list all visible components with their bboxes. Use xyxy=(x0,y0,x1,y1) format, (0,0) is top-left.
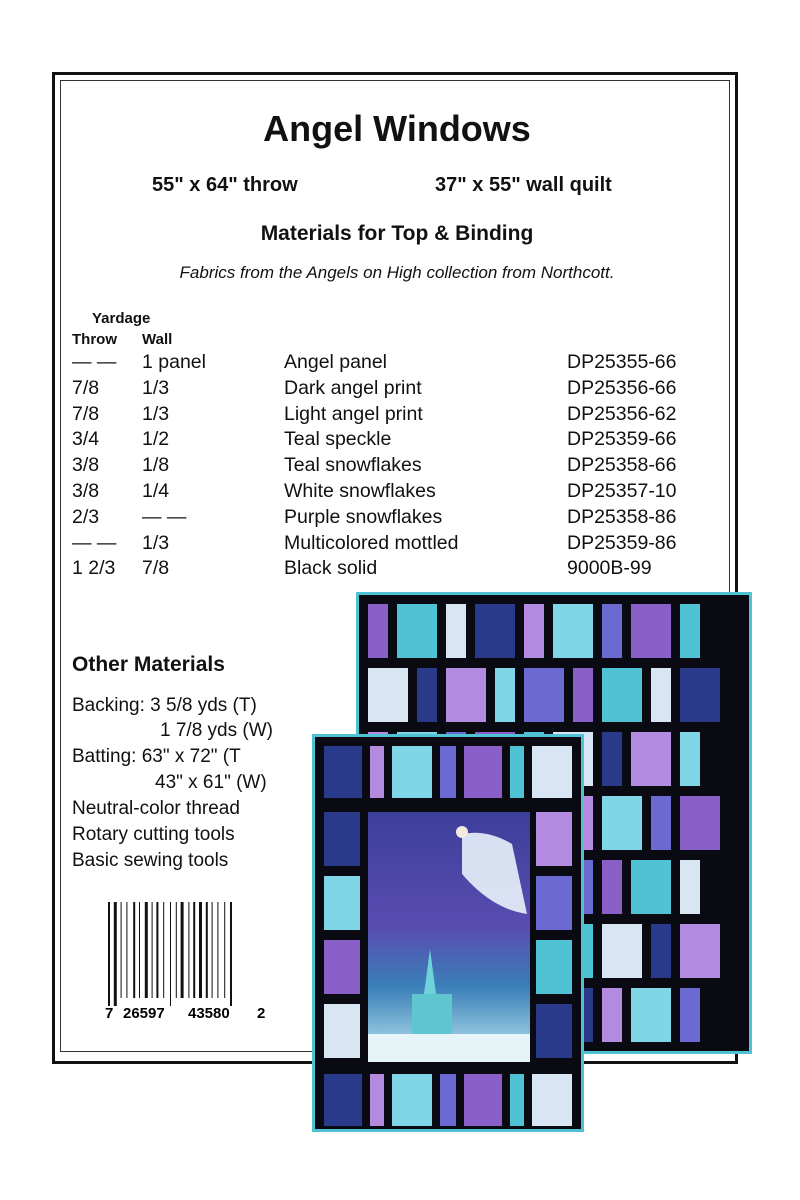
barcode-bar xyxy=(152,902,153,998)
fabric-block xyxy=(536,1004,572,1058)
fabric-block xyxy=(680,988,700,1042)
fabric-sku: DP25356-66 xyxy=(567,376,677,399)
fabric-sku: DP25355-66 xyxy=(567,351,677,373)
table-row xyxy=(72,532,712,558)
wall-yardage: 1/2 xyxy=(142,428,170,451)
fabric-block xyxy=(440,746,456,798)
barcode xyxy=(100,900,270,1025)
fabric-block xyxy=(680,796,720,850)
fabric-name: Teal snowflakes xyxy=(284,454,422,477)
barcode-bar xyxy=(108,902,110,1006)
fabric-block xyxy=(446,668,486,722)
barcode-digit-check: 2 xyxy=(257,1005,266,1022)
fabric-block xyxy=(524,668,564,722)
throw-yardage: 3/8 xyxy=(72,480,100,502)
barcode-bar xyxy=(163,902,164,998)
throw-yardage: 3/4 xyxy=(72,428,100,451)
fabric-block xyxy=(324,1004,360,1058)
throw-yardage: 1 2/3 xyxy=(72,557,116,580)
fabric-sku: 9000B-99 xyxy=(567,557,652,580)
wall-yardage: 1/3 xyxy=(142,376,170,399)
throw-yardage: — — xyxy=(72,351,117,373)
table-row xyxy=(72,480,712,506)
barcode-bar xyxy=(139,902,140,998)
fabric-name: Multicolored mottled xyxy=(284,531,459,554)
wall-yardage: 7/8 xyxy=(142,557,170,580)
table-row xyxy=(72,557,712,583)
barcode-bar xyxy=(176,902,177,998)
fabric-sku: DP25359-66 xyxy=(567,428,677,451)
fabric-block xyxy=(392,746,432,798)
fabric-block xyxy=(573,668,593,722)
fabric-name: Angel panel xyxy=(284,351,388,373)
barcode-digits-left: 26597 xyxy=(123,1005,165,1022)
fabric-block xyxy=(324,746,362,798)
other-material-line: Basic sewing tools xyxy=(72,850,229,871)
throw-yardage: 3/8 xyxy=(72,454,100,477)
fabric-block xyxy=(651,796,671,850)
fabric-block xyxy=(651,924,671,978)
table-row xyxy=(72,428,712,454)
fabric-sku: DP25357-10 xyxy=(567,480,677,502)
wall-yardage: 1 panel xyxy=(142,351,206,373)
barcode-bar xyxy=(114,902,117,1006)
fabric-block xyxy=(532,1074,572,1126)
wall-yardage: 1/8 xyxy=(142,454,170,477)
fabric-block xyxy=(651,668,671,722)
fabric-sku: DP25358-86 xyxy=(567,505,677,528)
other-materials-heading: Other Materials xyxy=(72,653,225,676)
wall-yardage: — — xyxy=(142,505,187,528)
fabric-block xyxy=(475,604,515,658)
fabric-block xyxy=(553,604,593,658)
fabric-block xyxy=(397,604,437,658)
fabric-block xyxy=(370,1074,384,1126)
fabric-name: Purple snowflakes xyxy=(284,505,443,528)
fabric-block xyxy=(324,876,360,930)
throw-yardage: 2/3 xyxy=(72,505,100,528)
fabric-block xyxy=(464,1074,502,1126)
fabric-block xyxy=(524,604,544,658)
barcode-bar xyxy=(230,902,232,1006)
table-row xyxy=(72,454,712,480)
fabric-block xyxy=(631,988,671,1042)
fabric-name: Dark angel print xyxy=(284,376,422,399)
barcode-bar xyxy=(121,902,122,998)
fabric-block xyxy=(680,860,700,914)
fabric-block xyxy=(536,940,572,994)
barcode-digit-first: 7 xyxy=(105,1005,114,1022)
other-material-line: 43" x 61" (W) xyxy=(155,772,267,793)
fabric-block xyxy=(324,1074,362,1126)
fabric-block xyxy=(510,1074,524,1126)
table-row xyxy=(72,351,712,377)
other-material-line: 1 7/8 yds (W) xyxy=(160,720,273,741)
fabric-block xyxy=(631,860,671,914)
fabric-block xyxy=(680,732,700,786)
fabric-name: Black solid xyxy=(284,557,378,580)
fabric-block xyxy=(631,604,671,658)
wall-header: Wall xyxy=(142,331,173,348)
fabric-block xyxy=(602,860,622,914)
fabric-name: White snowflakes xyxy=(284,480,436,502)
fabric-block xyxy=(602,796,642,850)
fabric-block xyxy=(464,746,502,798)
wall-quilt-image xyxy=(312,734,584,1132)
fabric-block xyxy=(510,746,524,798)
other-material-line: Backing: 3 5/8 yds (T) xyxy=(72,695,257,716)
barcode-bar xyxy=(145,902,148,998)
fabric-block xyxy=(602,668,642,722)
wall-yardage: 1/3 xyxy=(142,531,170,554)
fabric-block xyxy=(602,988,622,1042)
fabric-sku: DP25356-62 xyxy=(567,402,677,425)
fabric-sku: DP25359-86 xyxy=(567,531,677,554)
fabric-sku: DP25358-66 xyxy=(567,454,677,477)
fabric-block xyxy=(417,668,437,722)
barcode-bar xyxy=(199,902,202,998)
fabric-block xyxy=(602,924,642,978)
fabric-name: Teal speckle xyxy=(284,428,392,451)
fabric-block xyxy=(495,668,515,722)
fabric-block xyxy=(370,746,384,798)
fabric-block xyxy=(392,1074,432,1126)
barcode-bar xyxy=(224,902,225,998)
other-material-line: Batting: 63" x 72" (T xyxy=(72,746,241,767)
barcode-bar xyxy=(126,902,127,998)
barcode-bar xyxy=(181,902,184,998)
fabric-block xyxy=(602,732,622,786)
fabric-block xyxy=(536,876,572,930)
fabric-block xyxy=(631,732,671,786)
barcode-bar xyxy=(133,902,135,998)
page-title: Angel Windows xyxy=(263,108,531,149)
table-row xyxy=(72,506,712,532)
barcode-bar xyxy=(212,902,213,998)
throw-yardage: — — xyxy=(72,531,117,554)
throw-size: 55" x 64" throw xyxy=(152,174,298,196)
table-row xyxy=(72,377,712,403)
fabric-block xyxy=(680,668,720,722)
fabric-block xyxy=(602,604,622,658)
throw-yardage: 7/8 xyxy=(72,376,100,399)
fabric-note: Fabrics from the Angels on High collection from Northcott. xyxy=(179,263,615,282)
fabric-block xyxy=(440,1074,456,1126)
fabric-block xyxy=(680,924,720,978)
materials-heading: Materials for Top & Binding xyxy=(260,222,534,245)
table-row xyxy=(72,403,712,429)
barcode-bars xyxy=(108,902,232,1006)
fabric-block xyxy=(680,604,700,658)
fabric-block xyxy=(536,812,572,866)
barcode-bar xyxy=(188,902,189,998)
wall-yardage: 1/3 xyxy=(142,402,170,425)
fabric-block xyxy=(324,940,360,994)
fabric-block xyxy=(368,604,388,658)
fabric-block xyxy=(368,668,408,722)
fabric-block xyxy=(532,746,572,798)
barcode-bar xyxy=(170,902,171,1006)
throw-header: Throw xyxy=(72,331,117,348)
barcode-digits-right: 43580 xyxy=(188,1005,230,1022)
yardage-header: Yardage xyxy=(92,310,151,327)
other-material-line: Rotary cutting tools xyxy=(72,824,235,845)
fabric-block xyxy=(324,812,360,866)
barcode-bar xyxy=(206,902,208,998)
barcode-bar xyxy=(193,902,195,998)
fabric-name: Light angel print xyxy=(284,402,423,425)
wall-yardage: 1/4 xyxy=(142,480,170,502)
fabric-block xyxy=(446,604,466,658)
wall-size: 37" x 55" wall quilt xyxy=(435,174,612,196)
barcode-bar xyxy=(217,902,218,998)
barcode-bar xyxy=(156,902,158,998)
other-material-line: Neutral-color thread xyxy=(72,798,240,819)
throw-yardage: 7/8 xyxy=(72,402,100,425)
